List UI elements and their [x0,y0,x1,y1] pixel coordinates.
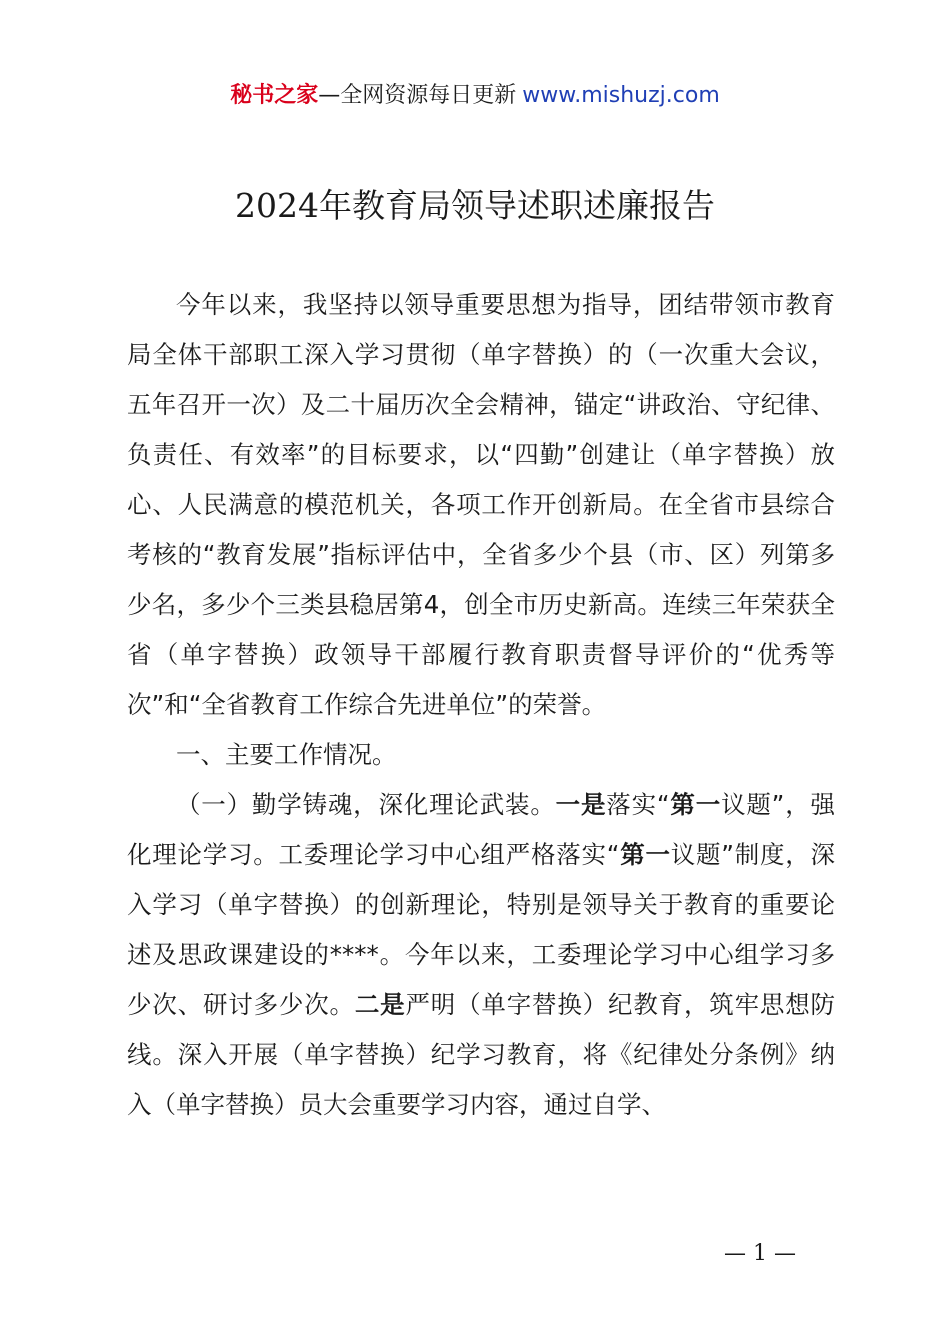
text-run: （一）勤学铸魂，深化理论武装。 [176,790,556,819]
bold-run: 第一 [619,840,671,869]
page-number: — 1 — [724,1241,796,1266]
text-run: 落实“ [606,790,670,819]
text-run: 严明（单字替换）纪教育，筑牢思想防线。深入开展（单字替换）纪学习教育，将《纪律处分条例》纳入（单字替换）员大会重要学习内容，通过自学、 [127,990,836,1119]
header-tagline: —全网资源每日更新 [318,83,517,108]
paragraph-section-1 [127,780,835,1130]
document-body [127,280,835,1130]
text-run: 议题”，强化理论学习。工委理论学习中心组严格落实“ [127,790,835,869]
brand-name: 秘书之家 [230,83,319,108]
text-run: 议题”制度，深入学习（单字替换）的创新理论，特别是领导关于教育的重要论述及思政课建设的****。今年以来，工委理论学习中心组学习多少次、研讨多少次。 [127,840,835,1019]
document-title: 2024年教育局领导述职述廉报告 [235,186,715,225]
site-url-link[interactable]: www.mishuzj.com [522,83,720,108]
site-header [0,80,950,112]
section-heading: 一、主要工作情况。 [176,740,397,769]
bold-run: 二是 [354,990,406,1019]
bold-run: 第一 [669,790,722,819]
bold-run: 一是 [555,790,607,819]
paragraph-intro: 今年以来，我坚持以领导重要思想为指导，团结带领市教育局全体干部职工深入学习贯彻（单字替换）的（一次重大会议，五年召开一次）及二十届历次全会精神，锚定“讲政治、守纪律、负责任、有效率”的目标要求，以“四勤”创建让（单字替换）放心、人民满意的模范机关，各项工作开创新局。在全省市县综合考核的“教育发展”指标评估中，全省多少个县（市、区）列第多少名，多少个三类县稳居第4，创全市历史新高。连续三年荣获全省（单字替换）政领导干部履行教育职责督导评价的“优秀等次”和“全省教育工作综合先进单位”的荣誉。 [127,290,835,719]
